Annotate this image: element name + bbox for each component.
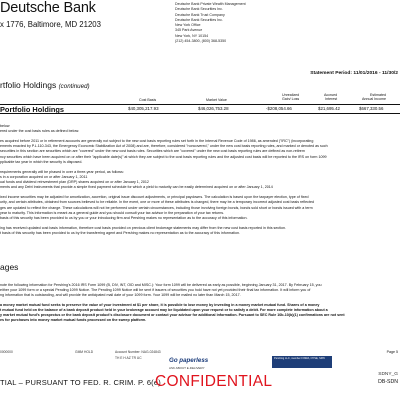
statement-period: Statement Period: 11/01/2016 - 11/30/2 — [310, 71, 398, 76]
bates-number: DB-SDN — [378, 379, 398, 385]
total-unrealized-gain-loss: -$208,054.66 — [266, 106, 292, 111]
footer-account-code: Account Number: NAG-024843 — [115, 350, 161, 354]
messages-body — [0, 283, 400, 323]
note-line: ing has received updated cost basis information, therefore cost basis provided on previous client brokerage statements may differ from the new cost basis reported in this section. — [0, 225, 287, 230]
note-line: ixed income securities may be adjusted for amortization, accretion, original issue discount adjustments, or principal paydowns. The calculation is based upon the taxpayer election, type of fixed — [0, 195, 309, 200]
column-header-market-value: Market Value — [206, 98, 227, 102]
message-line: either your 1099 form or a special Pending 1099 Notice. The Pending 1099 Notice will be sent if issuers of securities you hold have not yet provided their final tax information. It will inform you of — [0, 288, 311, 292]
note-line: basis of this security has been provided to us by you or your introducing firm and Pershing makes no representation as to the accuracy of this information. — [0, 215, 248, 220]
section-title-text: rtfolio Holdings — [0, 80, 57, 90]
message-line: es for purchases into money market mutual funds processed on the sweep platform. — [0, 318, 147, 322]
remit-line: 345 Park Avenue — [175, 28, 203, 33]
total-cost-basis: $40,305,217.93 — [128, 106, 159, 111]
portfolio-total-label: Portfolio Holdings — [0, 105, 65, 114]
remit-line: New York Office — [175, 23, 201, 28]
note-line: s in a corporation acquired on or after January 1, 2011 — [0, 174, 88, 179]
note-line: ncy securities which have been acquired on or after their "applicable date(s)" at which they are subject to the cost basis reporting rules and the adjusted cost basis will be reported to the IRS on form 1099 — [0, 154, 327, 159]
note-line: securities in this section are securities which are "covered" under the new cost basis rules. Securities which are "covered" under the new cost basis reporting rules are defined as non-retirem — [0, 149, 305, 154]
message-line: note the following information for Pershing's 2016 IRS Form 1099 (B, DIV, INT, OID and MISC.): Your form 1099 will be delivered as early as possible, beginning January 31, 2017. By February 15, you — [0, 283, 322, 287]
sipc-badge — [272, 356, 332, 368]
total-accrued-interest: $21,695.42 — [318, 106, 340, 111]
message-line: y market mutual fund's prospectus or the bank deposit product's disclosure document or contact your advisor for additional information. Pursuant to SEC Rule 10b-10(b)(1) confirmations are not sent — [0, 313, 345, 317]
remit-line: Deutsche Bank Securities Inc. — [175, 17, 223, 22]
note-line: below — [0, 124, 10, 128]
footer-code-left: 0000000 — [0, 350, 13, 354]
message-line: t mutual fund held on the balance of a bank deposit product held in your brokerage account may be liquidated upon your request or to satisfy a debit. For more complete information about a — [0, 308, 328, 312]
section-title-continued: (continued) — [58, 83, 90, 90]
remit-line: (212) 454-3800, (800) 368-5350 — [175, 39, 227, 44]
note-line: urity, and certain attributes, obtained from sources believed to be reliable. In the event, one or more of these attributes is changed, there may be a temporary incorrect adjusted cost basis reflected — [0, 200, 315, 205]
footer-code-mid: GMM HOLD — [75, 350, 94, 354]
page-number: Page 5 — [386, 350, 398, 354]
column-header-accrued: Accrued Interest — [324, 93, 338, 102]
column-header-cost-basis: Cost Basis — [139, 98, 157, 102]
confidential-stamp: CONFIDENTIAL — [155, 373, 273, 390]
remit-line: Deutsche Bank Trust Company — [175, 12, 225, 17]
note-line: ements enacted by P.L.110-343, the Emergency Economic Stabilization Act of 2008) and are, therefore, considered "noncovered," under the new cost basis reporting rules, and marked or denoted as such — [0, 144, 328, 149]
column-header-unrealized: Unrealized Gain/ Loss — [282, 93, 300, 102]
column-header-estimated-income: Estimated Annual Income — [362, 93, 386, 102]
go-paperless-logo: Go paperless — [169, 357, 209, 364]
total-estimated-income: $667,330.56 — [359, 106, 384, 111]
note-line: pplicable tax year in which the security is disposed. — [0, 159, 83, 164]
message-line: ng information that is outstanding, and will provide the anticipated mail date of your 1099 form. Your 1099 will be mailed no later than March 15, 2017. — [0, 293, 241, 297]
table-bottom-rule — [0, 113, 400, 114]
bank-address: x 1776, Baltimore, MD 21203 — [0, 20, 101, 29]
remit-line: Deutsche Bank Securities Inc. — [175, 7, 223, 12]
grand-jury-notice: TIAL – PURSUANT TO FED. R. CRIM. P. 6(e) — [0, 378, 161, 387]
sipc-badge-text: Pershing LLC, member FINRA, NYSE, SIPC — [274, 357, 326, 360]
message-line: a money market mutual fund seeks to preserve the value of your investment at $1 per share, it is possible to lose money by investing in a money market mutual fund. Shares of a money — [0, 303, 320, 307]
note-line: ges are updated to reflect the change. These calculations will not be performed under certain circumstances, including those involving foreign bonds, bonds sold short or bonds issued with a term — [0, 205, 313, 210]
note-line: t basis of this security has been provided to us by the transferring agent and Pershing makes no representation as to the accuracy of this information. — [0, 230, 241, 235]
remit-line: Deutsche Bank Private Wealth Management — [175, 2, 246, 6]
note-line: requirements generally will be phased in over a three-year period, as follows: — [0, 169, 124, 174]
note-line: year to maturity. This information is meant as a general guide and you should consult your tax advisor in the preparation of your tax returns. — [0, 210, 225, 215]
bank-name: Deutsche Bank — [0, 0, 96, 16]
section-title — [0, 80, 90, 90]
go-paperless-subtext: ASK ABOUT E-DELIVERY — [169, 366, 205, 370]
note-line: ered under the cost basis rules as defined below: — [0, 129, 80, 134]
note-line: es acquired before 2011 or in retirement accounts are generally not subject to the new cost basis reporting rules set forth in the Internal Revenue Code of 1986, as amended ("IRC") (incorporating — [0, 139, 314, 144]
note-line: ments and any Debt Instruments that provide a simple fixed payment schedule for which a yield to maturity can be easily determined acquired on or after January 1, 2014 — [0, 185, 273, 190]
footer-transfer-text: TH E H AZ TR UC — [115, 356, 142, 360]
note-line: ual funds and dividend reinvestment plan (DRP) shares acquired on or after January 1, 2012 — [0, 180, 149, 185]
remit-address-block — [175, 2, 246, 44]
cost-basis-notes — [0, 124, 400, 236]
messages-heading: ages — [0, 262, 19, 272]
total-market-value: $46,026,753.28 — [198, 106, 229, 111]
remit-line: New York, NY 10154 — [175, 33, 209, 38]
bates-prefix: SDNY_G — [378, 372, 398, 377]
